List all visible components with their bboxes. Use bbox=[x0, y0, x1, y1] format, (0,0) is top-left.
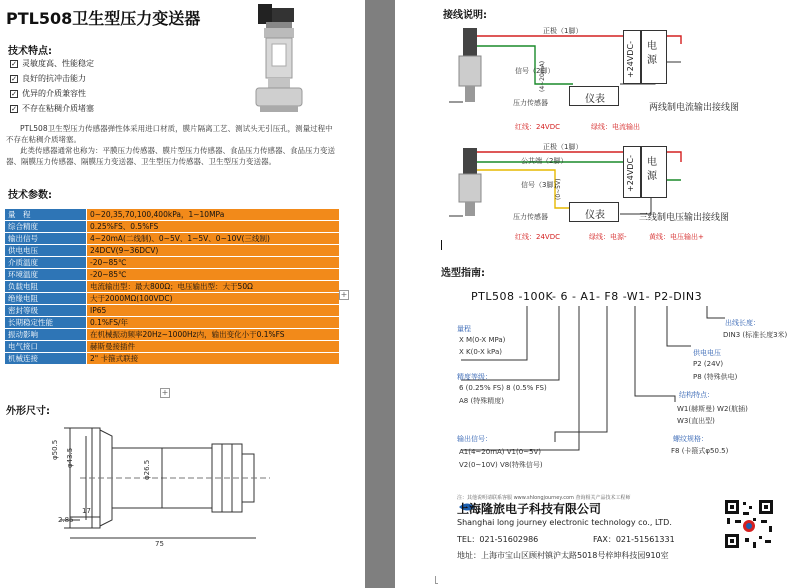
spec-value: 24DCV(9~36DCV) bbox=[87, 245, 340, 257]
output-opt-1: A1(4~20mA) V1(0~5V) bbox=[459, 448, 542, 456]
thread-opt: F8 (卡箍式φ50.5) bbox=[671, 447, 729, 455]
cable-title: 出线长度： bbox=[725, 319, 760, 327]
spec-value: 4~20mA(二线制)、0~5V、1~5V、0~10V(三线制) bbox=[87, 233, 340, 245]
spec-value: 在机械振动频率20Hz~1000Hz内，输出变化小于0.1%FS bbox=[87, 329, 340, 341]
company-name-cn: 上海隆旅电子科技有限公司 bbox=[457, 502, 602, 516]
qr-code bbox=[723, 498, 775, 550]
dim-d3: φ26.5 bbox=[143, 459, 151, 480]
spec-row bbox=[5, 329, 340, 341]
spec-value: -20~85℃ bbox=[87, 269, 340, 281]
text-cursor bbox=[441, 240, 442, 250]
spec-row bbox=[5, 293, 340, 305]
two-wire-legend-green: 绿线：电流输出 bbox=[591, 123, 640, 131]
spec-row bbox=[5, 353, 340, 365]
supply-opt-1: P2 (24V) bbox=[693, 360, 724, 368]
range-opt-1: X M(0-X MPa) bbox=[459, 336, 506, 344]
thread-title: 螺纹规格： bbox=[673, 435, 708, 443]
three-wire-diagram bbox=[445, 140, 755, 240]
spec-value: 2" 卡箍式联接 bbox=[87, 353, 340, 365]
features-heading: 技术特点: bbox=[8, 46, 52, 57]
cable-opt: DIN3 (标准长度3米) bbox=[723, 331, 788, 339]
two-wire-legend-red: 红线：24VDC bbox=[515, 123, 560, 131]
spec-key: 电气接口 bbox=[5, 341, 87, 353]
model-heading: 选型指南: bbox=[441, 268, 485, 279]
right-page bbox=[395, 0, 800, 588]
three-wire-legend-green: 绿线：电源- bbox=[589, 233, 627, 241]
two-wire-current: (4~20mA) bbox=[539, 60, 546, 92]
dim-d1: φ50.5 bbox=[51, 439, 59, 460]
spec-row bbox=[5, 233, 340, 245]
meter-label-2: 仪表 bbox=[585, 210, 605, 221]
spec-key: 负载电阻 bbox=[5, 281, 87, 293]
three-wire-pos-pin: 正极（1脚） bbox=[543, 143, 583, 151]
three-wire-sig-pin: 信号（3脚） bbox=[521, 181, 561, 189]
accuracy-title: 精度等级： bbox=[457, 373, 492, 381]
spec-value: IP65 bbox=[87, 305, 340, 317]
product-title: PTL508卫生型压力变送器 bbox=[6, 9, 201, 28]
range-opt-2: X K(0-X kPa) bbox=[459, 348, 502, 356]
supply-opt-2: P8 (特殊供电) bbox=[693, 373, 738, 381]
description-1: PTL508卫生型压力传感器弹性体采用进口材质，膜片隔离工艺、测试头无引压孔，测量过程中不存在粘稠介质堵塞。 bbox=[6, 124, 333, 144]
spec-row bbox=[5, 317, 340, 329]
wiring-heading: 接线说明: bbox=[443, 10, 487, 21]
spec-key: 机械连接 bbox=[5, 353, 87, 365]
spec-row bbox=[5, 305, 340, 317]
struct-title: 结构特点： bbox=[679, 391, 714, 399]
spec-value: 赫斯曼接插件 bbox=[87, 341, 340, 353]
dim-d2: φ43.5 bbox=[66, 447, 74, 468]
accuracy-opt-1: 6 (0.25% FS) 8 (0.5% FS) bbox=[459, 384, 547, 392]
spec-key: 密封等级 bbox=[5, 305, 87, 317]
feature-item: ✓ 不存在粘稠介质堵塞 bbox=[11, 104, 94, 113]
three-wire-sensor: 压力传感器 bbox=[513, 213, 548, 221]
meter-label-1: 仪表 bbox=[585, 94, 605, 105]
two-wire-sig-pin: 信号（2脚） bbox=[515, 67, 555, 75]
spec-row bbox=[5, 245, 340, 257]
dimension-drawing bbox=[40, 418, 310, 548]
psu-name-2: 电源 bbox=[647, 157, 657, 182]
dims-heading: 外形尺寸: bbox=[6, 406, 50, 417]
psu-voltage-2: +24VDC- bbox=[626, 155, 635, 192]
spec-key: 环境温度 bbox=[5, 269, 87, 281]
spec-row bbox=[5, 257, 340, 269]
dim-len2: 2.85 bbox=[58, 516, 74, 524]
spec-key: 介质温度 bbox=[5, 257, 87, 269]
spec-row bbox=[5, 209, 340, 221]
output-opt-2: V2(0~10V) V8(特殊信号) bbox=[459, 461, 543, 469]
spec-value: 大于2000MΩ(100VDC) bbox=[87, 293, 340, 305]
contact-note: 注：其他说明请联系客服 www.shlongjourney.com 查询相关产品技术工程师 bbox=[457, 495, 631, 501]
company-address: 地址：上海市宝山区顾村镇沪太路5018号梓坤科技园910室 bbox=[457, 551, 669, 560]
company-tel: TEL：021-51602986 bbox=[457, 535, 539, 544]
psu-voltage-1: +24VDC- bbox=[626, 41, 635, 78]
spec-key: 综合精度 bbox=[5, 221, 87, 233]
transmitter-photo bbox=[250, 4, 310, 116]
spec-key: 振动影响 bbox=[5, 329, 87, 341]
three-wire-com-pin: 公共端（2脚） bbox=[521, 157, 568, 165]
struct-opt-1: W1(赫斯曼) W2(航插) bbox=[677, 405, 748, 413]
page-corner-mark bbox=[435, 576, 438, 584]
three-wire-legend-yellow: 黄线：电压输出+ bbox=[649, 233, 704, 241]
spec-key: 输出信号 bbox=[5, 233, 87, 245]
two-wire-pos-pin: 正极（1脚） bbox=[543, 27, 583, 35]
supply-title: 供电电压 bbox=[693, 349, 721, 357]
spec-key: 绝缘电阻 bbox=[5, 293, 87, 305]
struct-opt-2: W3(直出型) bbox=[677, 417, 715, 425]
dim-len1: 17 bbox=[82, 507, 91, 515]
feature-item: ✓ 优异的介质兼容性 bbox=[11, 89, 86, 98]
checkbox-icon: ✓ bbox=[11, 59, 17, 68]
psu-name-1: 电源 bbox=[647, 41, 657, 66]
spec-key: 量 程 bbox=[5, 209, 87, 221]
company-fax: FAX：021-51561331 bbox=[593, 535, 675, 544]
spec-table bbox=[4, 208, 340, 365]
spec-row bbox=[5, 281, 340, 293]
spec-key: 长期稳定性能 bbox=[5, 317, 87, 329]
spec-row bbox=[5, 341, 340, 353]
accuracy-opt-2: A8 (特殊精度) bbox=[459, 397, 504, 405]
spec-value: 0.25%FS、0.5%FS bbox=[87, 221, 340, 233]
checkbox-icon: ✓ bbox=[11, 89, 17, 98]
two-wire-sensor: 压力传感器 bbox=[513, 99, 548, 107]
spec-key: 供电电压 bbox=[5, 245, 87, 257]
feature-list bbox=[10, 58, 94, 114]
feature-item: ✓ 灵敏度高、性能稳定 bbox=[11, 59, 94, 68]
spec-row bbox=[5, 221, 340, 233]
checkbox-icon: ✓ bbox=[11, 74, 17, 83]
model-code: PTL508 -100K- 6 - A1- F8 -W1- P2-DIN3 bbox=[471, 290, 703, 303]
spec-row bbox=[5, 269, 340, 281]
three-wire-voltage: (0~5V) bbox=[555, 178, 562, 200]
left-page bbox=[0, 0, 365, 588]
spec-value: 电流输出型：最大800Ω；电压输出型：大于50Ω bbox=[87, 281, 340, 293]
spec-value: 0~20,35,70,100,400kPa，1~10MPa bbox=[87, 209, 340, 221]
three-wire-legend-red: 红线：24VDC bbox=[515, 233, 560, 241]
description-2: 此类传感器通常也称为：平膜压力传感器、膜片型压力传感器、食品压力传感器、食品压力变送器、隔膜压力传感器、隔膜压力变送器、卫生型压力传感器、卫生型压力变送器。 bbox=[6, 146, 335, 166]
two-wire-caption: 两线制电流输出接线图 bbox=[649, 103, 740, 113]
checkbox-icon: ✓ bbox=[11, 104, 17, 113]
company-name-en: Shanghai long journey electronic technology co., LTD. bbox=[457, 518, 672, 527]
dim-len3: 75 bbox=[155, 540, 164, 548]
spec-value: -20~85℃ bbox=[87, 257, 340, 269]
range-title: 量程 bbox=[457, 325, 471, 333]
spec-value: 0.1%FS/年 bbox=[87, 317, 340, 329]
output-title: 输出信号： bbox=[457, 435, 492, 443]
three-wire-caption: 三线制电压输出接线图 bbox=[639, 213, 730, 223]
table-insert-plus[interactable]: + bbox=[161, 388, 169, 397]
specs-heading: 技术参数: bbox=[8, 190, 52, 201]
feature-item: ✓ 良好的抗冲击能力 bbox=[11, 74, 86, 83]
table-resize-plus[interactable]: + bbox=[340, 290, 348, 299]
